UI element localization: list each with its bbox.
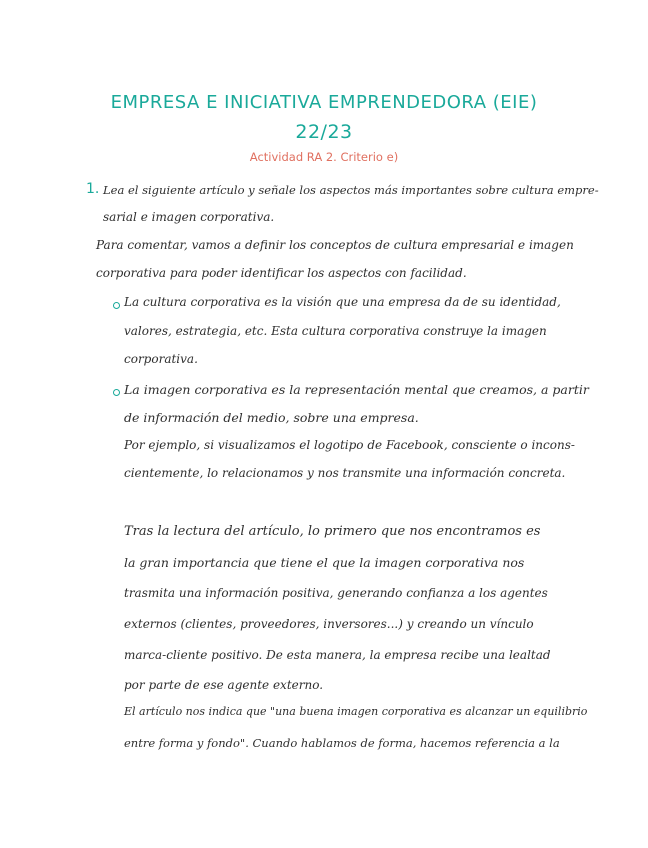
- intro-line: Para comentar, vamos a definir los conceptos de cultura empresarial e imagen: [96, 238, 574, 252]
- bullet-icon: [113, 302, 120, 309]
- body-line: marca-cliente positivo. De esta manera, la empresa recibe una lealtad: [124, 648, 551, 662]
- bullet-line: cientemente, lo relacionamos y nos transmite una información concreta.: [124, 466, 566, 480]
- bullet-line: La imagen corporativa es la representación mental que creamos, a partir: [124, 382, 589, 397]
- bullet-line: La cultura corporativa es la visión que una empresa da de su identidad,: [124, 295, 561, 309]
- bullet-line: de información del medio, sobre una empresa.: [124, 410, 419, 425]
- body-line: la gran importancia que tiene el que la imagen corporativa nos: [124, 555, 525, 570]
- bullet-line: corporativa.: [124, 352, 198, 366]
- body-line: trasmita una información positiva, generando confianza a los agentes: [124, 586, 548, 600]
- question-line: Lea el siguiente artículo y señale los aspectos más importantes sobre cultura empre-: [103, 183, 599, 197]
- body-line: externos (clientes, proveedores, inversores...) y creando un vínculo: [124, 617, 534, 631]
- body-line: Tras la lectura del artículo, lo primero que nos encontramos es: [124, 524, 541, 539]
- body-line: entre forma y fondo". Cuando hablamos de forma, hacemos referencia a la: [124, 736, 560, 750]
- question-line: sarial e imagen corporativa.: [103, 210, 275, 224]
- body-line: El artículo nos indica que "una buena imagen corporativa es alcanzar un equilibrio: [124, 705, 588, 718]
- bullet-line: valores, estrategia, etc. Esta cultura corporativa construye la imagen: [124, 324, 547, 338]
- bullet-line: Por ejemplo, si visualizamos el logotipo de Facebook, consciente o incons-: [124, 438, 575, 452]
- school-year: 22/23: [295, 121, 353, 143]
- question-number: 1.: [86, 181, 100, 197]
- intro-line: corporativa para poder identificar los aspectos con facilidad.: [96, 266, 467, 280]
- bullet-icon: [113, 389, 120, 396]
- page-title: EMPRESA E INICIATIVA EMPRENDEDORA (EIE): [110, 92, 538, 113]
- body-line: por parte de ese agente externo.: [124, 678, 324, 692]
- activity-subtitle: Actividad RA 2. Criterio e): [249, 150, 399, 164]
